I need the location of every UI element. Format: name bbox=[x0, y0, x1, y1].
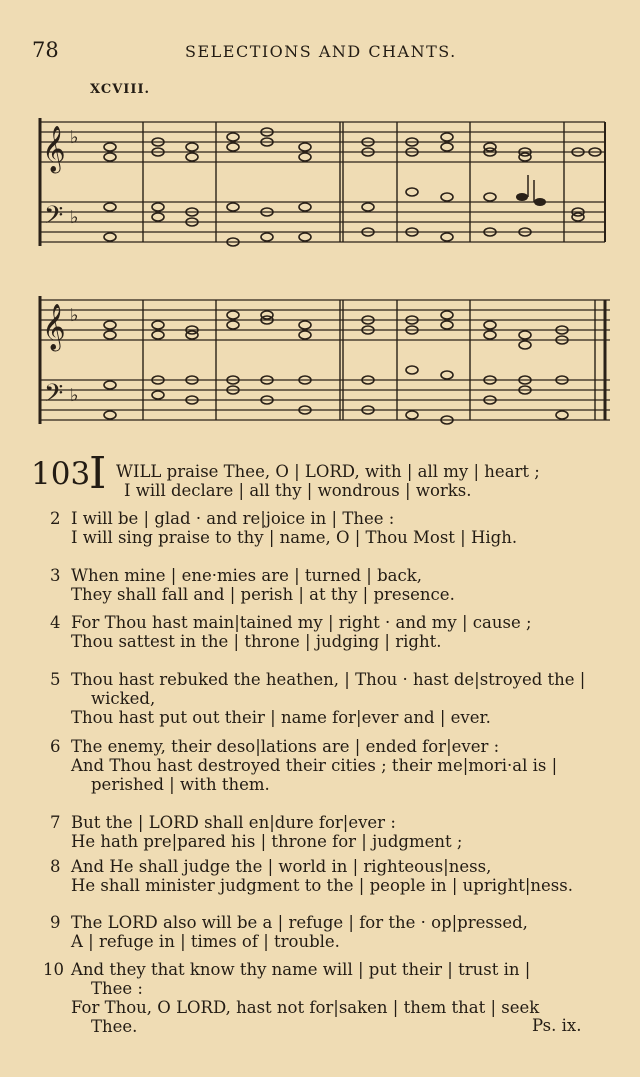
svg-text:♭: ♭ bbox=[70, 305, 79, 326]
psalm-citation: Ps. ix. bbox=[532, 1016, 582, 1035]
verse-number: 9 bbox=[50, 913, 61, 932]
svg-text:♭: ♭ bbox=[70, 127, 79, 148]
psalm-first-line: WILL praise Thee, O | LORD, with | all my | heart ; bbox=[116, 462, 540, 481]
svg-text:𝄞: 𝄞 bbox=[42, 126, 66, 172]
verse-number: 10 bbox=[43, 960, 64, 979]
verse-line: I will be | glad · and re|joice in | Thee : bbox=[71, 509, 395, 528]
psalm-first-line-cont: I will declare | all thy | wondrous | works. bbox=[124, 481, 472, 500]
music-system-1 bbox=[0, 100, 640, 270]
page-number: 78 bbox=[32, 38, 59, 62]
verse-number: 3 bbox=[50, 566, 61, 585]
verse-line: For Thou hast main|tained my | right · and my | cause ; bbox=[71, 613, 532, 632]
chant-number: XCVIII. bbox=[90, 82, 151, 97]
verse-line: Thou sattest in the | throne | judging | right. bbox=[71, 632, 442, 651]
verse-line: For Thou, O LORD, hast not for|saken | them that | seek bbox=[71, 998, 540, 1017]
svg-text:𝄞: 𝄞 bbox=[42, 304, 66, 350]
verse-line: The enemy, their deso|lations are | ended for|ever : bbox=[71, 737, 500, 756]
verse-line: Thee : bbox=[91, 979, 143, 998]
verse-line: I will sing praise to thy | name, O | Thou Most | High. bbox=[71, 528, 518, 547]
verse-number: 4 bbox=[50, 613, 61, 632]
svg-text:♭: ♭ bbox=[70, 385, 79, 406]
verse-line: A | refuge in | times of | trouble. bbox=[71, 932, 340, 951]
verse-line: But the | LORD shall en|dure for|ever : bbox=[71, 813, 396, 832]
svg-text:𝄢: 𝄢 bbox=[44, 379, 64, 414]
drop-cap: I bbox=[89, 448, 107, 499]
verse-number: 5 bbox=[50, 670, 61, 689]
verse-number: 7 bbox=[50, 813, 61, 832]
verse-line: And He shall judge the | world in | righteous|ness, bbox=[71, 857, 492, 876]
verse-number: 8 bbox=[50, 857, 61, 876]
svg-text:𝄢: 𝄢 bbox=[44, 201, 64, 236]
verse-line: Thou hast put out their | name for|ever and | ever. bbox=[71, 708, 491, 727]
verse-line: And they that know thy name will | put their | trust in | bbox=[71, 960, 531, 979]
verse-line: They shall fall and | perish | at thy | presence. bbox=[71, 585, 455, 604]
verse-line: And Thou hast destroyed their cities ; their me|mori·al is | bbox=[71, 756, 558, 775]
verse-number: 2 bbox=[50, 509, 61, 528]
verse-line: He shall minister judgment to the | people in | upright|ness. bbox=[71, 876, 573, 895]
svg-text:♭: ♭ bbox=[70, 207, 79, 228]
psalm-number: 103 bbox=[31, 456, 91, 492]
verse-line: perished | with them. bbox=[91, 775, 270, 794]
verse-line: When mine | ene·mies are | turned | back, bbox=[71, 566, 422, 585]
verse-line: Thee. bbox=[91, 1017, 138, 1036]
running-head: SELECTIONS AND CHANTS. bbox=[185, 42, 457, 61]
verse-line: He hath pre|pared his | throne for | judgment ; bbox=[71, 832, 463, 851]
music-system-2 bbox=[0, 278, 640, 448]
verse-number: 6 bbox=[50, 737, 61, 756]
verse-line: The LORD also will be a | refuge | for the · op|pressed, bbox=[71, 913, 528, 932]
verse-line: Thou hast rebuked the heathen, | Thou · hast de|stroyed the | bbox=[71, 670, 586, 689]
verse-line: wicked, bbox=[91, 689, 156, 708]
